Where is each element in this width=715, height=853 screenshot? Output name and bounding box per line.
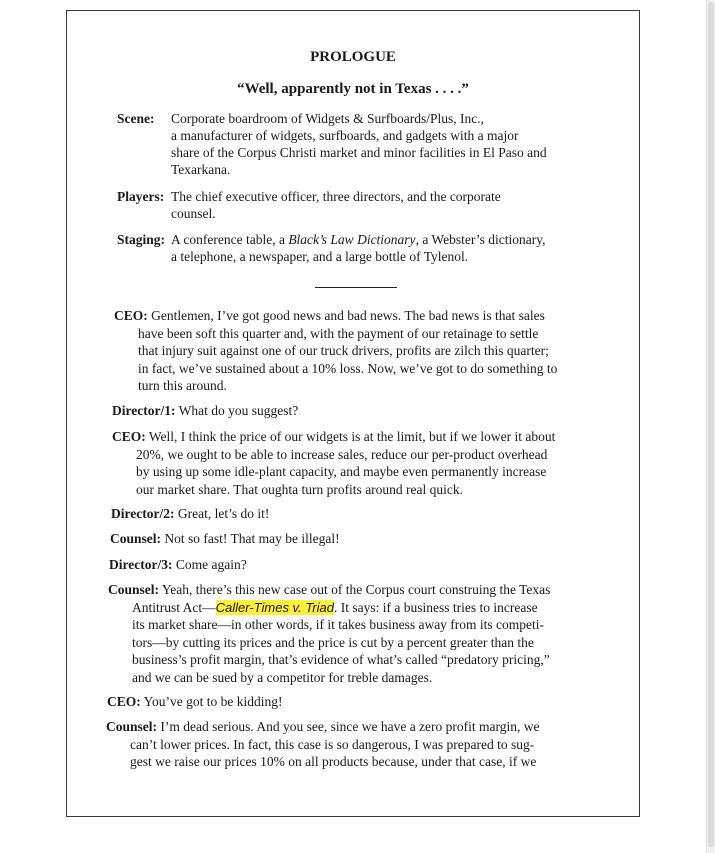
staging-text: A conference table, a <box>171 232 289 247</box>
speech-line: gest we raise our prices 10% on all products because, under that case, if we <box>130 754 537 769</box>
speaker-name: CEO: <box>107 694 141 709</box>
document-page <box>66 10 640 817</box>
players-label: Players: <box>117 189 165 204</box>
speech-line: . It says: if a business tries to increase <box>333 599 538 615</box>
speaker-name: CEO: <box>114 308 148 323</box>
scene-line: share of the Corpus Christi market and minor facilities in El Paso and <box>171 145 547 160</box>
scene-line: Texarkana. <box>171 162 231 177</box>
staging-label: Staging: <box>117 232 166 247</box>
speech-line: You’ve got to be kidding! <box>143 694 283 709</box>
speech-line: that injury suit against one of our truck drivers, profits are zilch this quarter; <box>138 343 549 358</box>
staging-italic-title: Black’s Law Dictionary <box>288 232 416 247</box>
speaker-name: Director/1: <box>112 403 176 418</box>
speech-line: turn this around. <box>138 378 227 393</box>
speech-line: can’t lower prices. In fact, this case is so dangerous, I was prepared to sug- <box>130 736 535 752</box>
speech-line: What do you suggest? <box>178 403 299 418</box>
speech-line: its market share—in other words, if it takes business away from its competi- <box>132 617 545 632</box>
speech-line: Well, I think the price of our widgets is at the limit, but if we lower it about <box>148 429 556 444</box>
dialogue-entry <box>109 556 623 574</box>
staging-block <box>117 231 587 265</box>
speech-line: I’m dead serious. And you see, since we have a zero profit margin, we <box>160 719 540 734</box>
highlighted-case-citation[interactable]: Caller-Times v. Triad <box>215 599 334 615</box>
speech-line: by using up some idle-plant capacity, and maybe even permanently increase <box>136 464 547 479</box>
staging-text: , a Webster’s dictionary, <box>415 232 546 247</box>
speech-line: Gentlemen, I’ve got good news and bad news. The bad news is that sales <box>151 308 545 323</box>
speech-line: and we can be sued by a competitor for treble damages. <box>132 669 433 685</box>
staging-line: a telephone, a newspaper, and a large bottle of Tylenol. <box>171 249 469 264</box>
scrollbar-thumb[interactable] <box>708 2 714 847</box>
speech-line: Come again? <box>175 557 247 572</box>
players-line: counsel. <box>171 206 216 221</box>
players-line: The chief executive officer, three directors, and the corporate <box>171 189 501 204</box>
speech-line: our market share. That oughta turn profits around real quick. <box>136 481 464 497</box>
dialogue-entry <box>106 718 620 771</box>
speaker-name: Counsel: <box>110 531 162 546</box>
speech-line: have been soft this quarter and, with the payment of our retainage to settle <box>138 325 539 341</box>
speaker-name: Director/2: <box>111 506 175 521</box>
speaker-name: CEO: <box>112 429 146 444</box>
speech-line: Yeah, there’s this new case out of the Corpus court construing the Texas <box>161 582 551 597</box>
speech-line: business’s profit margin, that’s evidence of what’s called “predatory pricing,” <box>132 652 550 667</box>
speech-line: 20%, we ought to be able to increase sales, reduce our per-product overhead <box>136 446 548 462</box>
staging-line <box>171 231 587 248</box>
dialogue-entry <box>112 402 626 420</box>
speech-line: tors—by cutting its prices and the price is cut by a percent greater than the <box>132 634 534 650</box>
speech-line: Not so fast! That may be illegal! <box>164 531 340 546</box>
page-subtitle: “Well, apparently not in Texas . . . .” <box>237 81 469 97</box>
dialogue-entry <box>108 581 622 686</box>
dialogue-entry <box>112 428 626 498</box>
vertical-scrollbar[interactable] <box>706 0 715 853</box>
scene-label: Scene: <box>117 111 155 126</box>
dialogue-entry <box>111 505 625 523</box>
scene-block <box>117 110 587 178</box>
speech-line: Great, let’s do it! <box>177 506 270 521</box>
speech-line: Antitrust Act— <box>132 599 216 615</box>
dialogue-entry <box>107 693 621 711</box>
scene-line: a manufacturer of widgets, surfboards, and gadgets with a major <box>171 128 519 143</box>
dialogue-entry <box>114 307 628 395</box>
dialogue-entry <box>110 530 624 548</box>
speaker-name: Counsel: <box>108 582 160 597</box>
speaker-name: Director/3: <box>109 557 173 572</box>
page-title: PROLOGUE <box>310 49 396 65</box>
speaker-name: Counsel: <box>106 719 158 734</box>
speech-line: in fact, we’ve sustained about a 10% loss. Now, we’ve got to do something to <box>138 360 558 376</box>
scene-line: Corporate boardroom of Widgets & Surfboards/Plus, Inc., <box>171 111 485 126</box>
section-divider <box>315 287 397 288</box>
players-block <box>117 188 587 222</box>
